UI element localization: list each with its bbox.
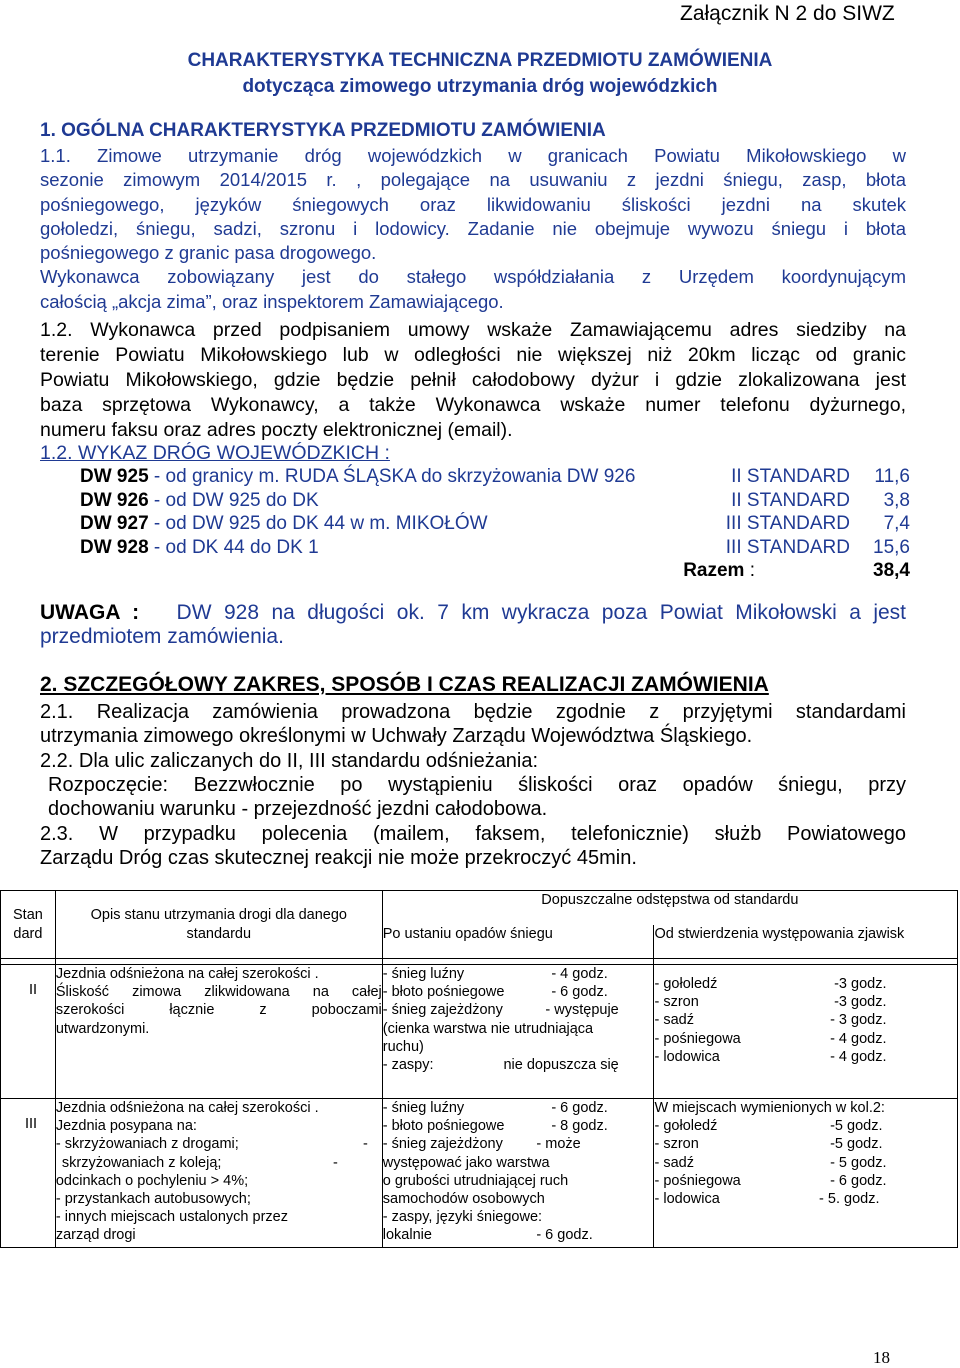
total-value: 38,4 xyxy=(873,560,910,581)
row-description: Jezdnia odśnieżona na całej szerokości . Jezdnia posypana na: - skrzyżowaniach z drogami; - skrzyżowaniach z koleją; - odcinkach o pochyleniu > 4%; - przystankach autobusowych; - innych miejscach ustalonych przez zarząd drogi xyxy=(55,1099,382,1248)
warning-text-cont: przedmiotem zamówienia. xyxy=(40,625,284,648)
desc-line: - skrzyżowaniach z drogami; xyxy=(55,1136,239,1153)
snow-item: - błoto pośniegowe xyxy=(382,984,505,1001)
roads-heading: 1.2. WYKAZ DRÓG WOJEWÓDZKICH : xyxy=(40,442,390,464)
slip-time: -3 godz. xyxy=(834,976,887,992)
text-line: utrzymania zimowego określonymi w Uchwały Zarządu Województwa Śląskiego. xyxy=(40,725,753,748)
snow-time: - 6 godz. xyxy=(536,1227,593,1244)
slip-time: -3 godz. xyxy=(834,994,887,1011)
road-standard: II STANDARD xyxy=(731,466,850,487)
paragraph-1-1 xyxy=(40,144,906,314)
desc-line: - przystankach autobusowych; xyxy=(55,1191,251,1208)
annex-label: Załącznik N 2 do SIWZ xyxy=(680,2,895,25)
text-line: dochowaniu warunku - przejezdność jezdni całodobowa. xyxy=(48,798,548,821)
road-standard: II STANDARD xyxy=(731,489,850,511)
snow-item: występować jako warstwa xyxy=(382,1154,550,1171)
header-standard-line: Stan xyxy=(13,907,43,924)
road-km: 15,6 xyxy=(873,536,910,558)
road-code: DW 926 xyxy=(80,489,149,511)
text-line: pośniegowego z granic pasa drogowego. xyxy=(40,242,377,264)
snow-item: - zaspy, języki śniegowe: xyxy=(382,1209,543,1226)
road-code: DW 928 xyxy=(80,536,149,558)
road-standard: III STANDARD xyxy=(725,536,850,558)
desc-line: szerokości łącznie z poboczami xyxy=(55,1002,382,1019)
text-line: gołoledzi, śniegu, sadzi, szronu i lodowicy. Zadanie nie obejmuje wywozu śniegu i błota xyxy=(40,217,906,239)
road-row xyxy=(80,537,910,561)
road-km: 3,8 xyxy=(883,489,910,511)
text-line: Rozpoczęcie: Bezzwłocznie po wystąpieniu śliskości oraz opadów śniegu, przy xyxy=(48,774,906,796)
slip-item: - pośniegowa xyxy=(654,1172,741,1189)
total-label: Razem xyxy=(683,560,745,581)
snow-item: - śnieg luźny xyxy=(382,1100,465,1116)
snow-time: nie dopuszcza się xyxy=(503,1057,619,1074)
road-standard: III STANDARD xyxy=(725,513,850,534)
road-km: 11,6 xyxy=(874,466,910,487)
desc-line: Jezdnia odśnieżona na całej szerokości . xyxy=(55,1100,319,1116)
slip-time: - 5. godz. xyxy=(819,1191,880,1208)
header-after-snow: Po ustaniu opadów śniegu xyxy=(382,925,654,959)
text-line: terenie Powiatu Mikołowskiego lub w odległości nie większej niż 20km licząc od granic xyxy=(40,344,906,366)
slip-item: - gołoledź xyxy=(654,1118,718,1135)
snow-time: - występuje xyxy=(545,1002,619,1019)
snow-item: - zaspy: xyxy=(382,1057,434,1074)
desc-line: Jezdnia odśnieżona na całej szerokości . xyxy=(55,966,319,982)
text-line: 2.3. W przypadku polecenia (mailem, faksem, telefonicznie) służb Powiatowego xyxy=(40,823,906,845)
row-description xyxy=(55,965,382,1099)
desc-line: Śliskość zimowa zlikwidowana na całej xyxy=(55,984,382,1001)
row-snow-deviations xyxy=(382,965,654,1099)
warning-note xyxy=(40,601,906,649)
text-line: 1.2. Wykonawca przed podpisaniem umowy wskaże Zamawiającemu adres siedziby na xyxy=(40,319,906,341)
standards-table xyxy=(0,890,958,1248)
road-row xyxy=(80,513,910,537)
slip-item: - lodowica xyxy=(654,1048,720,1065)
snow-item: - śnieg luźny xyxy=(382,966,465,982)
slip-intro: W miejscach wymienionych w kol.2: xyxy=(654,1100,885,1116)
snow-item: lokalnie xyxy=(382,1227,432,1244)
text-line: całością „akcja zima”, oraz inspektorem Zamawiającego. xyxy=(40,290,504,312)
road-row xyxy=(80,490,910,514)
slip-item: - sadź xyxy=(654,1154,694,1171)
road-km: 7,4 xyxy=(883,513,910,534)
text-line: Zarządu Dróg czas skutecznej reakcji nie może przekroczyć 45min. xyxy=(40,847,637,870)
desc-line: - innych miejscach ustalonych przez xyxy=(55,1209,288,1226)
slip-item: - szron xyxy=(654,1136,699,1153)
header-description-line: standardu xyxy=(186,925,252,942)
text-line: Wykonawca zobowiązany jest do stałego współdziałania z Urzędem koordynującym xyxy=(40,266,906,288)
text-line: numeru faksu oraz adres poczty elektronicznej (email). xyxy=(40,419,513,441)
row-snow-deviations xyxy=(382,1099,654,1248)
snow-item: ruchu) xyxy=(382,1038,424,1055)
paragraph-2-3 xyxy=(40,822,906,870)
slip-time: - 6 godz. xyxy=(830,1172,887,1189)
slip-time: -5 godz. xyxy=(830,1136,883,1153)
text-line: baza sprzętowa Wykonawcy, a także Wykonawca wskaże numer telefonu dyżurnego, xyxy=(40,394,906,416)
road-desc: - od DW 925 do DK xyxy=(148,489,319,511)
text-line: 1.1. Zimowe utrzymanie dróg wojewódzkich w granicach Powiatu Mikołowskiego w xyxy=(40,145,906,166)
snow-item: - śnieg zajeżdżony xyxy=(382,1002,503,1019)
paragraph-1-2 xyxy=(40,318,906,443)
slip-item: - szron xyxy=(654,994,699,1011)
total-colon: : xyxy=(744,560,755,581)
snow-time: - 6 godz. xyxy=(551,1100,608,1116)
table-row-standard-3 xyxy=(1,1099,958,1248)
snow-item: (cienka warstwa nie utrudniająca xyxy=(382,1020,594,1037)
desc-line: utwardzonymi. xyxy=(55,1020,150,1037)
snow-time: - 8 godz. xyxy=(551,1118,608,1135)
slip-time: - 4 godz. xyxy=(830,1030,887,1047)
warning-text: DW 928 na długości ok. 7 km wykracza poza Powiat Mikołowski a jest xyxy=(176,601,907,624)
road-code: DW 925 xyxy=(80,466,149,487)
header-deviations: Dopuszczalne odstępstwa od standardu xyxy=(382,891,957,925)
snow-item: samochodów osobowych xyxy=(382,1191,545,1208)
road-desc: - od DW 925 do DK 44 w m. MIKOŁÓW xyxy=(148,513,488,534)
text-line: Powiatu Mikołowskiego, gdzie będzie pełnił całodobowy dyżur i gdzie zlokalizowana jest xyxy=(40,369,906,391)
slip-item: - sadź xyxy=(654,1012,694,1029)
snow-item: o grubości utrudniającej ruch xyxy=(382,1172,569,1189)
slip-time: - 4 godz. xyxy=(830,1048,887,1065)
row-standard-label: III xyxy=(1,1099,56,1248)
roads-list xyxy=(80,466,910,584)
warning-label: UWAGA : xyxy=(40,601,140,624)
slip-time: -5 godz. xyxy=(830,1118,883,1135)
slip-time: - 5 godz. xyxy=(830,1154,887,1171)
slip-time: - 3 godz. xyxy=(830,1012,887,1029)
row-standard-label: II xyxy=(1,965,56,1099)
document-title: CHARAKTERYSTYKA TECHNICZNA PRZEDMIOTU ZAMÓWIENIA xyxy=(187,50,773,71)
text-line: 2.1. Realizacja zamówienia prowadzona będzie zgodnie z przyjętymi standardami xyxy=(40,701,906,723)
paragraph-2-2-detail xyxy=(48,773,906,821)
header-standard-line: dard xyxy=(13,925,43,942)
section-2-heading: 2. SZCZEGÓŁOWY ZAKRES, SPOSÓB I CZAS REALIZACJI ZAMÓWIENIA xyxy=(40,673,769,696)
document-subtitle: dotycząca zimowego utrzymania dróg wojewódzkich xyxy=(242,76,718,97)
road-row xyxy=(80,466,910,490)
snow-time: - 6 godz. xyxy=(551,984,608,1001)
snow-item: - błoto pośniegowe xyxy=(382,1118,505,1135)
section-1-heading: 1. OGÓLNA CHARAKTERYSTYKA PRZEDMIOTU ZAMÓWIENIA xyxy=(40,120,606,141)
table-row-standard-2 xyxy=(1,965,958,1099)
desc-line: skrzyżowaniach z koleją; xyxy=(61,1154,222,1171)
header-after-slip: Od stwierdzenia występowania zjawisk xyxy=(654,925,958,959)
header-standard xyxy=(1,891,56,959)
paragraph-2-2: 2.2. Dla ulic zaliczanych do II, III standardu odśnieżania: xyxy=(40,750,539,772)
road-total-row xyxy=(80,560,910,584)
text-line: sezonie zimowym 2014/2015 r. , polegające na usuwaniu z jezdni śniegu, zasp, błota xyxy=(40,169,906,191)
road-code: DW 927 xyxy=(80,513,149,534)
road-desc: - od granicy m. RUDA ŚLĄSKA do skrzyżowania DW 926 xyxy=(148,466,636,487)
row-slip-deviations xyxy=(654,965,958,1099)
road-desc: - od DK 44 do DK 1 xyxy=(148,536,319,558)
row-slip-deviations xyxy=(654,1099,958,1248)
snow-time: - może xyxy=(536,1136,581,1153)
header-description-line: Opis stanu utrzymania drogi dla danego xyxy=(90,907,347,924)
slip-item: - pośniegowa xyxy=(654,1030,741,1047)
slip-item: - lodowica xyxy=(654,1191,720,1208)
desc-line: Jezdnia posypana na: xyxy=(55,1118,197,1135)
paragraph-2-1 xyxy=(40,700,906,748)
desc-line: zarząd drogi xyxy=(55,1227,136,1244)
header-description xyxy=(55,891,382,959)
snow-time: - 4 godz. xyxy=(551,966,608,982)
text-line: pośniegowego, języków śniegowych oraz likwidowaniu śliskości jezdni na skutek xyxy=(40,193,906,215)
snow-item: - śnieg zajeżdżony xyxy=(382,1136,503,1153)
page-number: 18 xyxy=(873,1348,890,1367)
desc-line: odcinkach o pochyleniu > 4%; xyxy=(55,1172,249,1189)
table-header-row xyxy=(1,891,958,925)
slip-item: - gołoledź xyxy=(654,976,718,992)
